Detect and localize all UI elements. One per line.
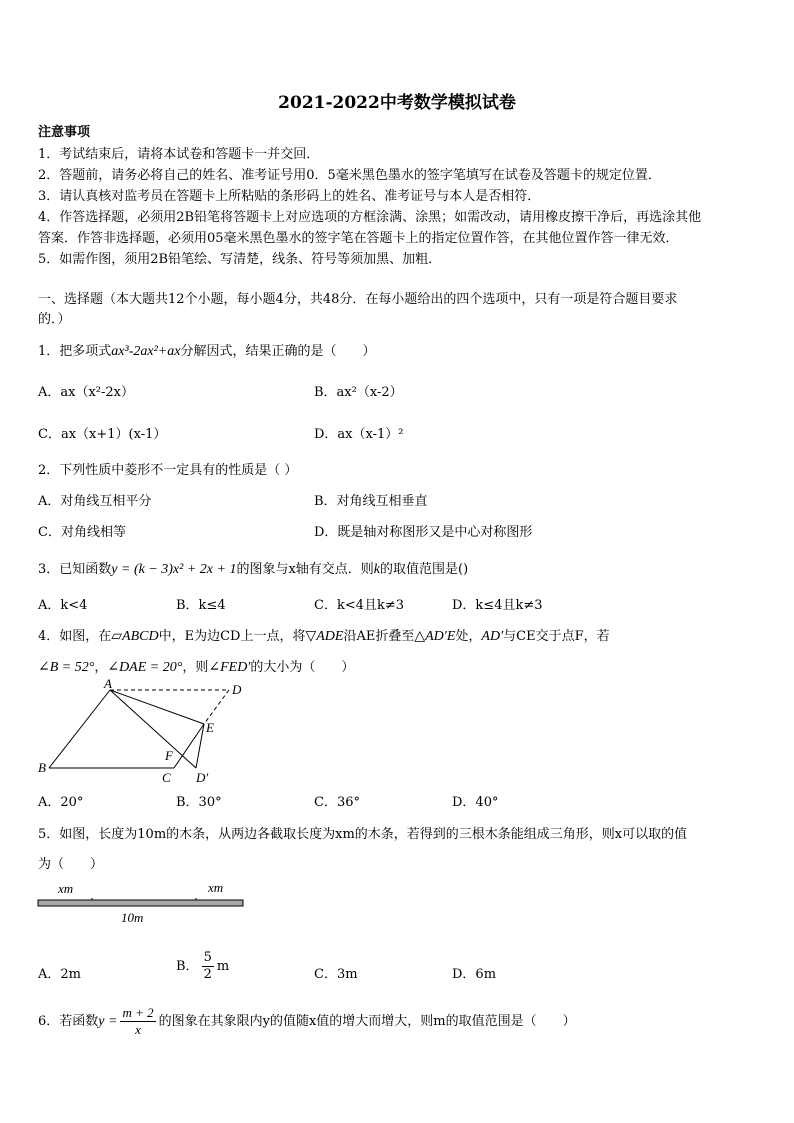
q4-option-d: D．40° (452, 795, 499, 810)
stick-left-label: xm (58, 881, 74, 896)
q2-option-d: D．既是轴对称图形又是中心对称图形 (314, 525, 533, 540)
q4-option-b: B．30° (176, 795, 222, 810)
q2-option-b: B．对角线互相垂直 (314, 494, 428, 509)
page-title: 2021-2022中考数学模拟试卷 (278, 93, 516, 113)
q3-option-a: A．k<4 (38, 598, 88, 613)
q1-option-b: B．ax²（x-2） (314, 385, 403, 400)
q3-option-c: C．k<4且k≠3 (314, 598, 405, 613)
label-C: C (162, 770, 171, 785)
stick-right-label: xm (208, 880, 224, 895)
q1-option-c: C．ax（x+1）(x-1） (38, 427, 167, 442)
notice-item: 答案．作答非选择题，必须用05毫米黑色墨水的签字笔在答题卡上的指定位置作答，在其他位置作答一律无效． (38, 231, 679, 246)
notice-item: 5．如需作图，须用2B铅笔绘、写清楚，线条、符号等须加黑、加粗． (38, 252, 442, 267)
notice-heading: 注意事项 (38, 125, 91, 140)
q1-option-a: A．ax（x²-2x） (38, 385, 135, 400)
question-3-stem: 3．已知函数y = (k − 3)x² + 2x + 1的图象与x轴有交点．则k的取值范围是() (38, 562, 469, 577)
label-A: A (104, 676, 112, 691)
q6-fraction: $\frac{m + 2}{x}$ (122, 1005, 154, 1037)
question-2-stem: 2．下列性质中菱形不一定具有的性质是（ ） (38, 463, 298, 478)
section-heading-line1: 一、选择题（本大题共12个小题，每小题4分，共48分．在每小题给出的四个选项中，只有一项是符合题目要求 (38, 292, 678, 307)
question-5-stem-line2: 为（ ） (38, 857, 104, 872)
q5-option-d: D．6m (452, 967, 497, 982)
notice-item: 4．作答选择题，必须用2B铅笔将答题卡上对应选项的方框涂满、涂黑；如需改动，请用橡皮擦干净后，再选涂其他 (38, 210, 702, 225)
q2-option-c: C．对角线相等 (38, 525, 126, 540)
q5-option-b-fraction: $\frac{5}{2}$ (203, 950, 212, 982)
question-6-stem: 6．若函数y = $\frac{m + 2}{x}$ 的图象在其象限内y的值随x值的增大而增大，则m的取值范围是（ ） (38, 1005, 576, 1037)
q4-parallelogram-figure (30, 676, 260, 788)
q5-option-a: A．2m (38, 967, 81, 982)
notice-item: 3．请认真核对监考员在答题卡上所粘贴的条形码上的姓名、准考证号与本人是否相符． (38, 189, 541, 204)
label-B: B (38, 760, 46, 775)
q3-option-d: D．k≤4且k≠3 (452, 598, 543, 613)
label-F: F (165, 748, 173, 763)
q2-option-a: A．对角线互相平分 (38, 494, 152, 509)
q5-option-c: C．3m (314, 967, 358, 982)
section-heading-line2: 的．） (38, 312, 71, 327)
question-4-stem-line2: ∠B = 52°，∠DAE = 20°，则∠FED′的大小为（ ） (38, 660, 355, 675)
q3-option-b: B．k≤4 (176, 598, 226, 613)
q5-stick-figure (30, 878, 250, 928)
question-5-stem-line1: 5．如图，长度为10m的木条，从两边各截取长度为xm的木条，若得到的三根木条能组成三角形，则x可以取的值 (38, 827, 688, 842)
q1-option-d: D．ax（x-1）² (314, 427, 404, 442)
label-D: D (232, 682, 242, 697)
notice-item: 1．考试结束后，请将本试卷和答题卡一并交回． (38, 147, 320, 162)
label-E: E (206, 720, 214, 735)
q4-option-c: C．36° (314, 795, 360, 810)
label-D-prime: D′ (196, 770, 209, 785)
q4-option-a: A．20° (38, 795, 84, 810)
q5-option-b: B． $\frac{5}{2}$ m (176, 950, 230, 982)
q1-expression: ax³-2ax²+ax (111, 344, 181, 359)
question-1-stem: 1．把多项式ax³-2ax²+ax分解因式，结果正确的是（ ） (38, 344, 376, 359)
stick-length-label: 10m (121, 910, 144, 925)
question-4-stem-line1: 4．如图，在▱ABCD中，E为边CD上一点，将▽ADE沿AE折叠至△AD′E处，AD′与CE交于点F，若 (38, 629, 610, 644)
q3-function: y = (k − 3)x² + 2x + 1 (111, 562, 237, 577)
notice-item: 2．答题前，请务必将自己的姓名、准考证号用0．5毫米黑色墨水的签字笔填写在试卷及答题卡的规定位置． (38, 168, 661, 183)
